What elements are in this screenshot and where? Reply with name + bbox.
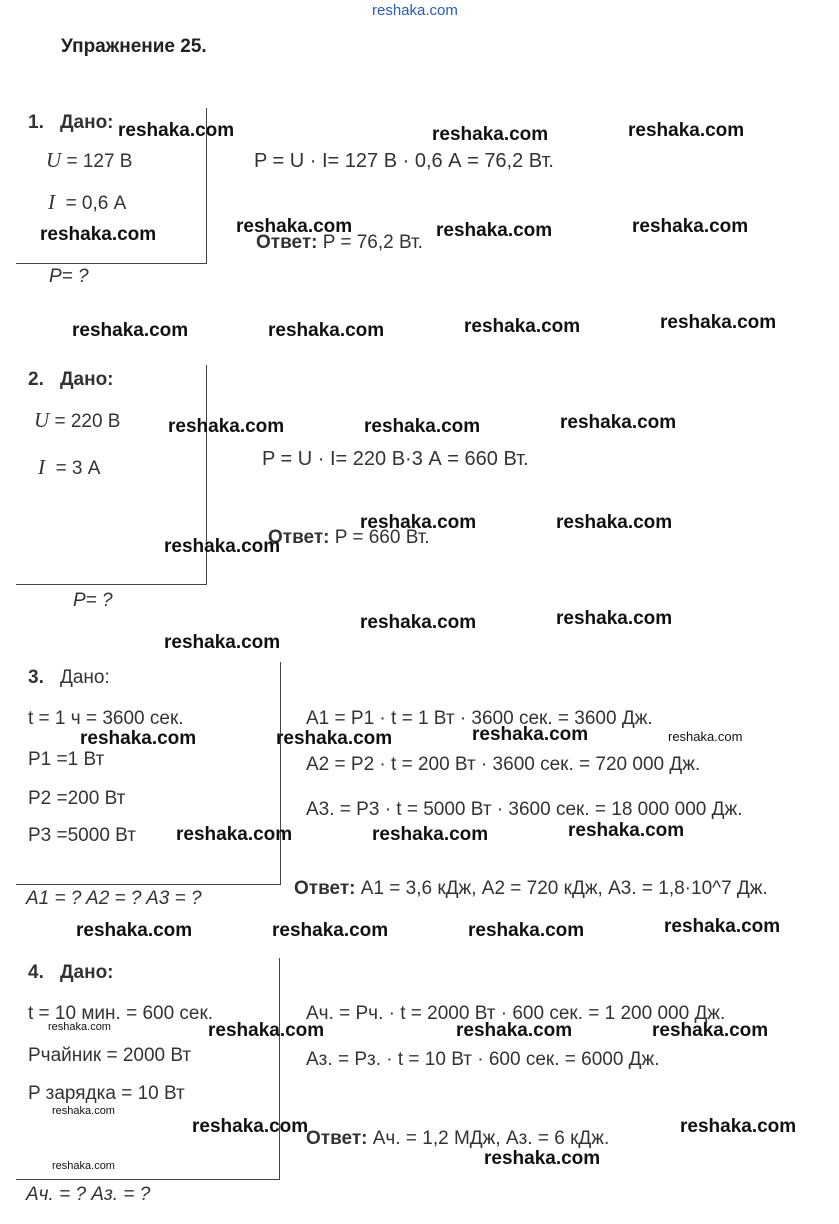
watermark: reshaka.com xyxy=(192,1116,309,1137)
exercise-title: Упражнение 25. xyxy=(61,36,207,57)
watermark: reshaka.com xyxy=(628,120,745,141)
watermark: reshaka.com xyxy=(236,216,353,237)
problem-4-power-charger: P зарядка = 10 Вт xyxy=(28,1083,185,1104)
watermark: reshaka.com xyxy=(432,124,549,145)
problem-1-answer: Ответ: P = 76,2 Вт. xyxy=(256,232,423,253)
problem-2-answer: Ответ: P = 660 Вт. xyxy=(268,527,430,548)
problem-4-time: t = 10 мин. = 600 сек. xyxy=(28,1003,214,1024)
problem-1-formula: P = U · I= 127 В · 0,6 А = 76,2 Вт. xyxy=(254,150,554,172)
problem-4-given-label: Дано: xyxy=(60,962,114,983)
watermark: reshaka.com xyxy=(118,120,235,141)
watermark: reshaka.com xyxy=(164,536,281,557)
watermark: reshaka.com xyxy=(40,224,157,245)
watermark: reshaka.com xyxy=(80,728,197,749)
watermark: reshaka.com xyxy=(164,632,281,653)
watermark: reshaka.com xyxy=(76,920,193,941)
problem-3-answer: Ответ: A1 = 3,6 кДж, A2 = 720 кДж, A3. = 1,8·10^7 Дж. xyxy=(294,878,768,899)
watermark: reshaka.com xyxy=(208,1020,325,1041)
problem-1-find: P= ? xyxy=(49,266,89,287)
watermark: reshaka.com xyxy=(52,1105,115,1117)
watermark: reshaka.com xyxy=(364,416,481,437)
watermark: reshaka.com xyxy=(272,920,389,941)
problem-4-formula-2: Aз. = Pз. · t = 10 Вт · 600 сек. = 6000 Дж. xyxy=(306,1049,660,1070)
watermark: reshaka.com xyxy=(464,316,581,337)
watermark: reshaka.com xyxy=(360,512,477,533)
watermark: reshaka.com xyxy=(568,820,685,841)
watermark: reshaka.com xyxy=(660,312,777,333)
problem-2-voltage: U = 220 В xyxy=(34,408,121,432)
watermark: reshaka.com xyxy=(668,729,743,744)
given-divider-v xyxy=(280,662,281,885)
watermark: reshaka.com xyxy=(372,824,489,845)
problem-1-given-label: Дано: xyxy=(60,112,114,133)
watermark: reshaka.com xyxy=(436,220,553,241)
problem-4-power-kettle: Pчайник = 2000 Вт xyxy=(28,1045,192,1066)
problem-3-time: t = 1 ч = 3600 сек. xyxy=(28,708,184,729)
watermark: reshaka.com xyxy=(556,608,673,629)
problem-2-find: P= ? xyxy=(73,590,113,611)
watermark: reshaka.com xyxy=(48,1021,111,1033)
problem-1-voltage: U = 127 В xyxy=(46,148,133,172)
given-divider-v xyxy=(279,958,280,1180)
watermark: reshaka.com xyxy=(472,724,589,745)
problem-2-formula: P = U · I= 220 В·3 А = 660 Вт. xyxy=(262,448,529,470)
site-link[interactable]: reshaka.com xyxy=(372,2,458,19)
problem-3-formula-2: A2 = P2 · t = 200 Вт · 3600 сек. = 720 000 Дж. xyxy=(306,754,701,775)
problem-1-number: 1. xyxy=(28,112,44,133)
problem-2-given-label: Дано: xyxy=(60,369,114,390)
problem-4-formula-1: Aч. = Pч. · t = 2000 Вт · 600 сек. = 1 200 000 Дж. xyxy=(306,1003,726,1024)
watermark: reshaka.com xyxy=(276,728,393,749)
given-divider-h xyxy=(16,1179,280,1180)
watermark: reshaka.com xyxy=(168,416,285,437)
given-divider-h xyxy=(16,263,207,264)
watermark: reshaka.com xyxy=(556,512,673,533)
given-divider-h xyxy=(16,584,207,585)
problem-2-number: 2. xyxy=(28,369,44,390)
watermark: reshaka.com xyxy=(664,916,781,937)
problem-3-power-1: P1 =1 Вт xyxy=(28,749,105,770)
watermark: reshaka.com xyxy=(52,1160,115,1172)
watermark: reshaka.com xyxy=(484,1148,601,1169)
watermark: reshaka.com xyxy=(560,412,677,433)
problem-3-given-label: Дано: xyxy=(60,667,110,688)
problem-4-number: 4. xyxy=(28,962,44,983)
problem-4-answer: Ответ: Aч. = 1,2 МДж, Aз. = 6 кДж. xyxy=(306,1128,610,1149)
problem-3-number: 3. xyxy=(28,667,44,688)
given-divider-h xyxy=(16,884,281,885)
problem-3-find: A1 = ? A2 = ? A3 = ? xyxy=(26,888,202,909)
problem-1-current: I = 0,6 А xyxy=(48,190,127,214)
problem-3-power-2: P2 =200 Вт xyxy=(28,788,126,809)
watermark: reshaka.com xyxy=(652,1020,769,1041)
problem-3-formula-1: A1 = P1 · t = 1 Вт · 3600 сек. = 3600 Дж. xyxy=(306,708,653,729)
watermark: reshaka.com xyxy=(268,320,385,341)
watermark: reshaka.com xyxy=(632,216,749,237)
problem-3-power-3: P3 =5000 Вт xyxy=(28,825,136,846)
problem-2-current: I = 3 А xyxy=(38,455,101,479)
watermark: reshaka.com xyxy=(456,1020,573,1041)
problem-3-formula-3: A3. = P3 · t = 5000 Вт · 3600 сек. = 18 000 000 Дж. xyxy=(306,799,743,820)
watermark: reshaka.com xyxy=(680,1116,797,1137)
watermark: reshaka.com xyxy=(468,920,585,941)
problem-4-find: Aч. = ? Aз. = ? xyxy=(26,1184,151,1205)
watermark: reshaka.com xyxy=(360,612,477,633)
watermark: reshaka.com xyxy=(176,824,293,845)
watermark: reshaka.com xyxy=(72,320,189,341)
